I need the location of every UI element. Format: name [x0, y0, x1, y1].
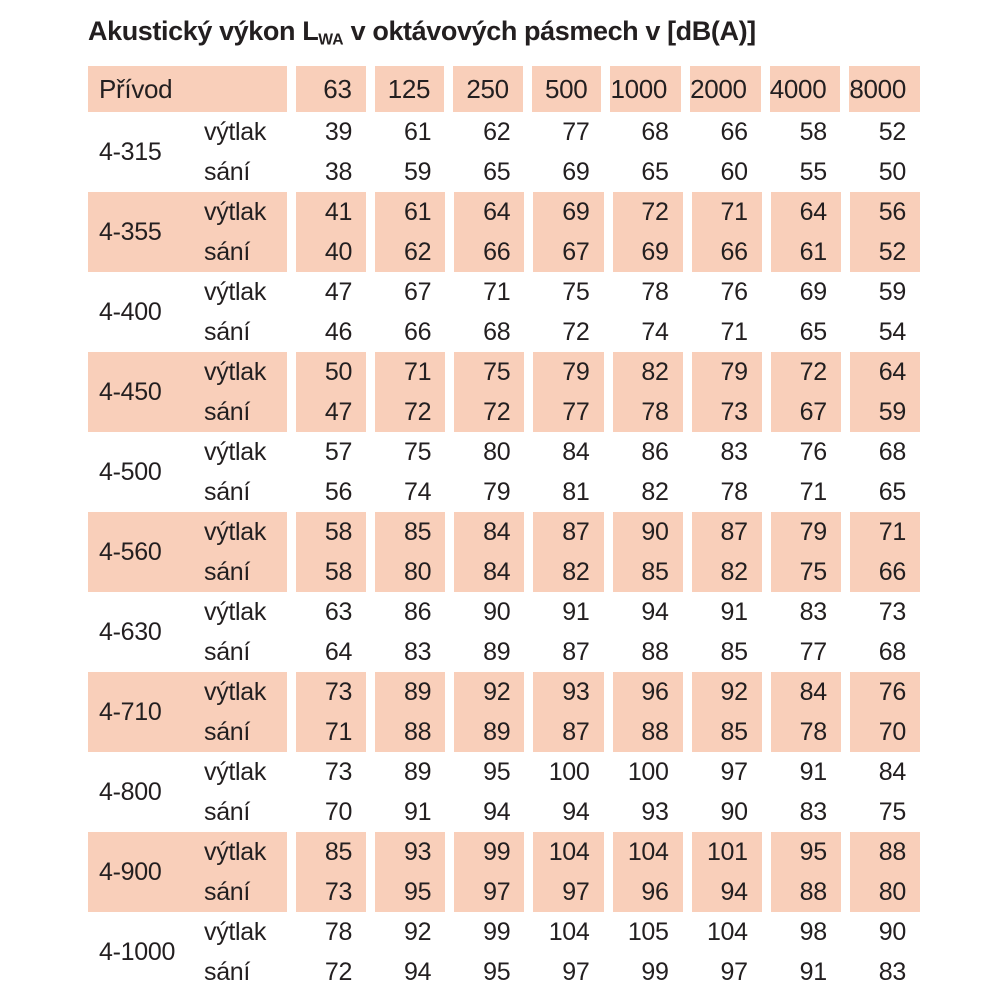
row-label-sani: sání [203, 712, 287, 752]
model-label-4-355: 4-355 [88, 192, 203, 272]
row-label-sani: sání [204, 797, 251, 826]
value-4-710-sani-125: 88 [366, 712, 445, 752]
value-4-800-sani-250: 94 [445, 792, 524, 832]
value-4-315-vytlak-8000: 52 [841, 112, 920, 152]
value-4-450-vytlak-4000: 72 [762, 352, 841, 392]
value-4-800-vytlak-125: 89 [366, 752, 445, 792]
value-4-355-sani-63: 40 [287, 232, 366, 272]
value-4-800-vytlak-63: 73 [287, 752, 366, 792]
value-4-450-vytlak-125: 71 [366, 352, 445, 392]
value-4-560-sani-4000: 75 [762, 552, 841, 592]
value-4-315-sani-125: 59 [366, 152, 445, 192]
value-4-630-vytlak-125: 86 [366, 592, 445, 632]
row-label-sani: sání [204, 957, 251, 986]
header-freq-250: 250 [444, 66, 523, 112]
model-label-4-560: 4-560 [88, 512, 203, 592]
value-4-500-vytlak-2000: 83 [683, 432, 762, 472]
title-subscript: WA [318, 31, 344, 49]
value-4-900-vytlak-1000: 104 [604, 832, 683, 872]
value-4-450-vytlak-8000: 64 [841, 352, 920, 392]
value-4-500-vytlak-125: 75 [366, 432, 445, 472]
row-label-vytlak: výtlak [203, 672, 287, 712]
value-4-355-sani-4000: 61 [762, 232, 841, 272]
value-4-1000-vytlak-63: 78 [287, 912, 366, 952]
value-4-710-vytlak-500: 93 [524, 672, 603, 712]
row-label-vytlak: výtlak [204, 437, 267, 466]
value-4-315-sani-8000: 50 [841, 152, 920, 192]
value-4-560-sani-2000: 82 [683, 552, 762, 592]
acoustic-power-table [88, 16, 920, 992]
header-freq-8000: 8000 [840, 66, 920, 112]
value-4-315-vytlak-4000: 58 [762, 112, 841, 152]
value-4-400-sani-125: 66 [366, 312, 445, 352]
value-4-630-vytlak-8000: 73 [841, 592, 920, 632]
value-4-560-sani-63: 58 [287, 552, 366, 592]
value-4-800-sani-1000: 93 [604, 792, 683, 832]
value-4-355-vytlak-2000: 71 [683, 192, 762, 232]
value-4-900-sani-2000: 94 [683, 872, 762, 912]
header-freq-125: 125 [366, 66, 445, 112]
table-group-4-710 [88, 672, 920, 752]
value-4-500-sani-4000: 71 [762, 472, 841, 512]
value-4-315-vytlak-125: 61 [366, 112, 445, 152]
value-4-450-sani-4000: 67 [762, 392, 841, 432]
value-4-1000-sani-8000: 83 [841, 952, 920, 992]
value-4-355-vytlak-250: 64 [445, 192, 524, 232]
title-prefix: Akustický výkon L [88, 16, 319, 46]
value-4-315-sani-4000: 55 [762, 152, 841, 192]
value-4-710-vytlak-125: 89 [366, 672, 445, 712]
value-4-710-vytlak-1000: 96 [604, 672, 683, 712]
value-4-560-sani-125: 80 [366, 552, 445, 592]
value-4-1000-sani-250: 95 [445, 952, 524, 992]
value-4-900-sani-250: 97 [445, 872, 524, 912]
value-4-315-sani-500: 69 [524, 152, 603, 192]
value-4-630-sani-8000: 68 [841, 632, 920, 672]
value-4-500-sani-63: 56 [287, 472, 366, 512]
value-4-355-vytlak-1000: 72 [604, 192, 683, 232]
value-4-1000-sani-500: 97 [524, 952, 603, 992]
value-4-400-sani-8000: 54 [841, 312, 920, 352]
value-4-400-vytlak-2000: 76 [683, 272, 762, 312]
value-4-315-vytlak-2000: 66 [683, 112, 762, 152]
value-4-400-vytlak-8000: 59 [841, 272, 920, 312]
table-group-4-315 [88, 112, 920, 192]
value-4-400-vytlak-4000: 69 [762, 272, 841, 312]
value-4-710-sani-500: 87 [524, 712, 603, 752]
value-4-355-vytlak-4000: 64 [762, 192, 841, 232]
value-4-800-vytlak-500: 100 [524, 752, 603, 792]
value-4-710-sani-1000: 88 [604, 712, 683, 752]
value-4-315-sani-250: 65 [445, 152, 524, 192]
value-4-500-vytlak-8000: 68 [841, 432, 920, 472]
table-group-4-560 [88, 512, 920, 592]
value-4-800-sani-2000: 90 [683, 792, 762, 832]
value-4-1000-vytlak-4000: 98 [762, 912, 841, 952]
table-body [88, 112, 920, 992]
value-4-630-vytlak-2000: 91 [683, 592, 762, 632]
value-4-710-sani-63: 71 [287, 712, 366, 752]
value-4-450-sani-2000: 73 [683, 392, 762, 432]
value-4-400-sani-1000: 74 [604, 312, 683, 352]
value-4-315-vytlak-63: 39 [287, 112, 366, 152]
row-label-vytlak: výtlak [203, 352, 287, 392]
header-freq-1000: 1000 [601, 66, 681, 112]
row-label-sani: sání [203, 392, 287, 432]
value-4-900-vytlak-63: 85 [287, 832, 366, 872]
table-group-4-900 [88, 832, 920, 912]
value-4-900-sani-4000: 88 [762, 872, 841, 912]
value-4-710-sani-2000: 85 [683, 712, 762, 752]
value-4-355-sani-125: 62 [366, 232, 445, 272]
value-4-450-sani-500: 77 [524, 392, 603, 432]
model-label-4-450: 4-450 [88, 352, 203, 432]
value-4-400-sani-4000: 65 [762, 312, 841, 352]
value-4-560-vytlak-4000: 79 [762, 512, 841, 552]
value-4-900-vytlak-4000: 95 [762, 832, 841, 872]
value-4-1000-sani-63: 72 [287, 952, 366, 992]
table-header-row [88, 66, 920, 112]
value-4-315-vytlak-250: 62 [445, 112, 524, 152]
value-4-630-vytlak-1000: 94 [604, 592, 683, 632]
value-4-1000-vytlak-125: 92 [366, 912, 445, 952]
value-4-560-vytlak-250: 84 [445, 512, 524, 552]
value-4-315-sani-2000: 60 [683, 152, 762, 192]
table-group-4-1000 [88, 912, 920, 992]
value-4-400-vytlak-125: 67 [366, 272, 445, 312]
value-4-1000-sani-4000: 91 [762, 952, 841, 992]
value-4-630-sani-1000: 88 [604, 632, 683, 672]
value-4-450-sani-1000: 78 [604, 392, 683, 432]
value-4-500-sani-8000: 65 [841, 472, 920, 512]
value-4-560-sani-1000: 85 [604, 552, 683, 592]
header-freq-500: 500 [523, 66, 602, 112]
table-group-4-450 [88, 352, 920, 432]
value-4-450-vytlak-63: 50 [287, 352, 366, 392]
value-4-900-sani-63: 73 [287, 872, 366, 912]
value-4-900-sani-8000: 80 [841, 872, 920, 912]
row-label-vytlak: výtlak [204, 597, 267, 626]
value-4-355-sani-1000: 69 [604, 232, 683, 272]
value-4-800-sani-63: 70 [287, 792, 366, 832]
value-4-1000-sani-125: 94 [366, 952, 445, 992]
table-group-4-500 [88, 432, 920, 512]
value-4-630-sani-125: 83 [366, 632, 445, 672]
row-label-sani: sání [204, 317, 251, 346]
value-4-450-sani-125: 72 [366, 392, 445, 432]
value-4-710-vytlak-250: 92 [445, 672, 524, 712]
value-4-355-vytlak-125: 61 [366, 192, 445, 232]
value-4-710-vytlak-8000: 76 [841, 672, 920, 712]
value-4-315-sani-63: 38 [287, 152, 366, 192]
value-4-500-sani-2000: 78 [683, 472, 762, 512]
value-4-800-vytlak-250: 95 [445, 752, 524, 792]
value-4-560-vytlak-500: 87 [524, 512, 603, 552]
value-4-500-vytlak-250: 80 [445, 432, 524, 472]
value-4-315-vytlak-500: 77 [524, 112, 603, 152]
value-4-355-vytlak-63: 41 [287, 192, 366, 232]
value-4-500-sani-125: 74 [366, 472, 445, 512]
value-4-1000-vytlak-500: 104 [524, 912, 603, 952]
value-4-400-vytlak-500: 75 [524, 272, 603, 312]
model-label-4-400: 4-400 [99, 297, 162, 326]
value-4-400-sani-2000: 71 [683, 312, 762, 352]
model-label-4-710: 4-710 [88, 672, 203, 752]
row-label-vytlak: výtlak [204, 277, 267, 306]
value-4-355-sani-8000: 52 [841, 232, 920, 272]
value-4-500-sani-250: 79 [445, 472, 524, 512]
value-4-400-vytlak-63: 47 [287, 272, 366, 312]
value-4-630-vytlak-250: 90 [445, 592, 524, 632]
row-label-vytlak: výtlak [203, 192, 287, 232]
value-4-450-sani-63: 47 [287, 392, 366, 432]
value-4-355-sani-500: 67 [524, 232, 603, 272]
value-4-400-sani-250: 68 [445, 312, 524, 352]
value-4-560-vytlak-63: 58 [287, 512, 366, 552]
value-4-1000-vytlak-8000: 90 [841, 912, 920, 952]
value-4-500-vytlak-63: 57 [287, 432, 366, 472]
row-label-sani: sání [203, 552, 287, 592]
value-4-500-sani-1000: 82 [604, 472, 683, 512]
value-4-400-vytlak-1000: 78 [604, 272, 683, 312]
value-4-630-sani-500: 87 [524, 632, 603, 672]
value-4-630-vytlak-4000: 83 [762, 592, 841, 632]
row-label-sani: sání [203, 872, 287, 912]
value-4-450-vytlak-250: 75 [445, 352, 524, 392]
value-4-315-vytlak-1000: 68 [604, 112, 683, 152]
row-label-vytlak: výtlak [204, 917, 267, 946]
value-4-630-sani-2000: 85 [683, 632, 762, 672]
row-label-sani: sání [204, 477, 251, 506]
value-4-355-vytlak-500: 69 [524, 192, 603, 232]
value-4-630-sani-250: 89 [445, 632, 524, 672]
value-4-900-vytlak-2000: 101 [683, 832, 762, 872]
row-label-vytlak: výtlak [203, 832, 287, 872]
value-4-800-sani-8000: 75 [841, 792, 920, 832]
value-4-800-vytlak-8000: 84 [841, 752, 920, 792]
header-freq-4000: 4000 [761, 66, 841, 112]
header-freq-2000: 2000 [681, 66, 761, 112]
model-label-4-800: 4-800 [99, 777, 162, 806]
model-label-4-1000: 4-1000 [99, 937, 176, 966]
value-4-450-vytlak-500: 79 [524, 352, 603, 392]
value-4-900-vytlak-250: 99 [445, 832, 524, 872]
value-4-900-vytlak-125: 93 [366, 832, 445, 872]
row-label-vytlak: výtlak [203, 512, 287, 552]
value-4-500-sani-500: 81 [524, 472, 603, 512]
value-4-800-vytlak-4000: 91 [762, 752, 841, 792]
value-4-560-vytlak-8000: 71 [841, 512, 920, 552]
row-label-sani: sání [203, 232, 287, 272]
value-4-710-sani-8000: 70 [841, 712, 920, 752]
title-suffix: v oktávových pásmech v [dB(A)] [343, 16, 756, 46]
table-title [88, 16, 920, 55]
value-4-900-vytlak-500: 104 [524, 832, 603, 872]
value-4-900-vytlak-8000: 88 [841, 832, 920, 872]
table-group-4-630 [88, 592, 920, 672]
value-4-630-vytlak-500: 91 [524, 592, 603, 632]
value-4-900-sani-1000: 96 [604, 872, 683, 912]
value-4-1000-vytlak-2000: 104 [683, 912, 762, 952]
value-4-400-sani-500: 72 [524, 312, 603, 352]
row-label-sani: sání [204, 157, 251, 186]
value-4-450-sani-8000: 59 [841, 392, 920, 432]
header-freq-63: 63 [287, 66, 366, 112]
value-4-1000-sani-1000: 99 [604, 952, 683, 992]
value-4-355-vytlak-8000: 56 [841, 192, 920, 232]
value-4-400-vytlak-250: 71 [445, 272, 524, 312]
value-4-710-vytlak-2000: 92 [683, 672, 762, 712]
model-label-4-630: 4-630 [99, 617, 162, 646]
value-4-800-vytlak-2000: 97 [683, 752, 762, 792]
value-4-630-sani-4000: 77 [762, 632, 841, 672]
value-4-800-sani-125: 91 [366, 792, 445, 832]
value-4-450-vytlak-2000: 79 [683, 352, 762, 392]
value-4-400-sani-63: 46 [287, 312, 366, 352]
table-group-4-400 [88, 272, 920, 352]
value-4-710-vytlak-4000: 84 [762, 672, 841, 712]
value-4-355-sani-2000: 66 [683, 232, 762, 272]
value-4-560-vytlak-2000: 87 [683, 512, 762, 552]
value-4-560-vytlak-1000: 90 [604, 512, 683, 552]
row-label-vytlak: výtlak [204, 117, 267, 146]
value-4-710-sani-4000: 78 [762, 712, 841, 752]
value-4-1000-sani-2000: 97 [683, 952, 762, 992]
value-4-1000-vytlak-1000: 105 [604, 912, 683, 952]
value-4-900-sani-125: 95 [366, 872, 445, 912]
value-4-500-vytlak-4000: 76 [762, 432, 841, 472]
value-4-630-vytlak-63: 63 [287, 592, 366, 632]
row-label-sani: sání [204, 637, 251, 666]
value-4-710-vytlak-63: 73 [287, 672, 366, 712]
table-group-4-800 [88, 752, 920, 832]
value-4-500-vytlak-1000: 86 [604, 432, 683, 472]
value-4-710-sani-250: 89 [445, 712, 524, 752]
value-4-800-sani-4000: 83 [762, 792, 841, 832]
value-4-355-sani-250: 66 [445, 232, 524, 272]
value-4-1000-vytlak-250: 99 [445, 912, 524, 952]
value-4-500-vytlak-500: 84 [524, 432, 603, 472]
value-4-450-sani-250: 72 [445, 392, 524, 432]
value-4-800-vytlak-1000: 100 [604, 752, 683, 792]
value-4-630-sani-63: 64 [287, 632, 366, 672]
model-label-4-315: 4-315 [99, 137, 162, 166]
model-label-4-500: 4-500 [99, 457, 162, 486]
value-4-560-vytlak-125: 85 [366, 512, 445, 552]
value-4-560-sani-8000: 66 [841, 552, 920, 592]
row-label-vytlak: výtlak [204, 757, 267, 786]
value-4-900-sani-500: 97 [524, 872, 603, 912]
header-corner-privod: Přívod [88, 66, 287, 112]
table-group-4-355 [88, 192, 920, 272]
value-4-560-sani-250: 84 [445, 552, 524, 592]
value-4-450-vytlak-1000: 82 [604, 352, 683, 392]
value-4-315-sani-1000: 65 [604, 152, 683, 192]
value-4-560-sani-500: 82 [524, 552, 603, 592]
value-4-800-sani-500: 94 [524, 792, 603, 832]
model-label-4-900: 4-900 [88, 832, 203, 912]
